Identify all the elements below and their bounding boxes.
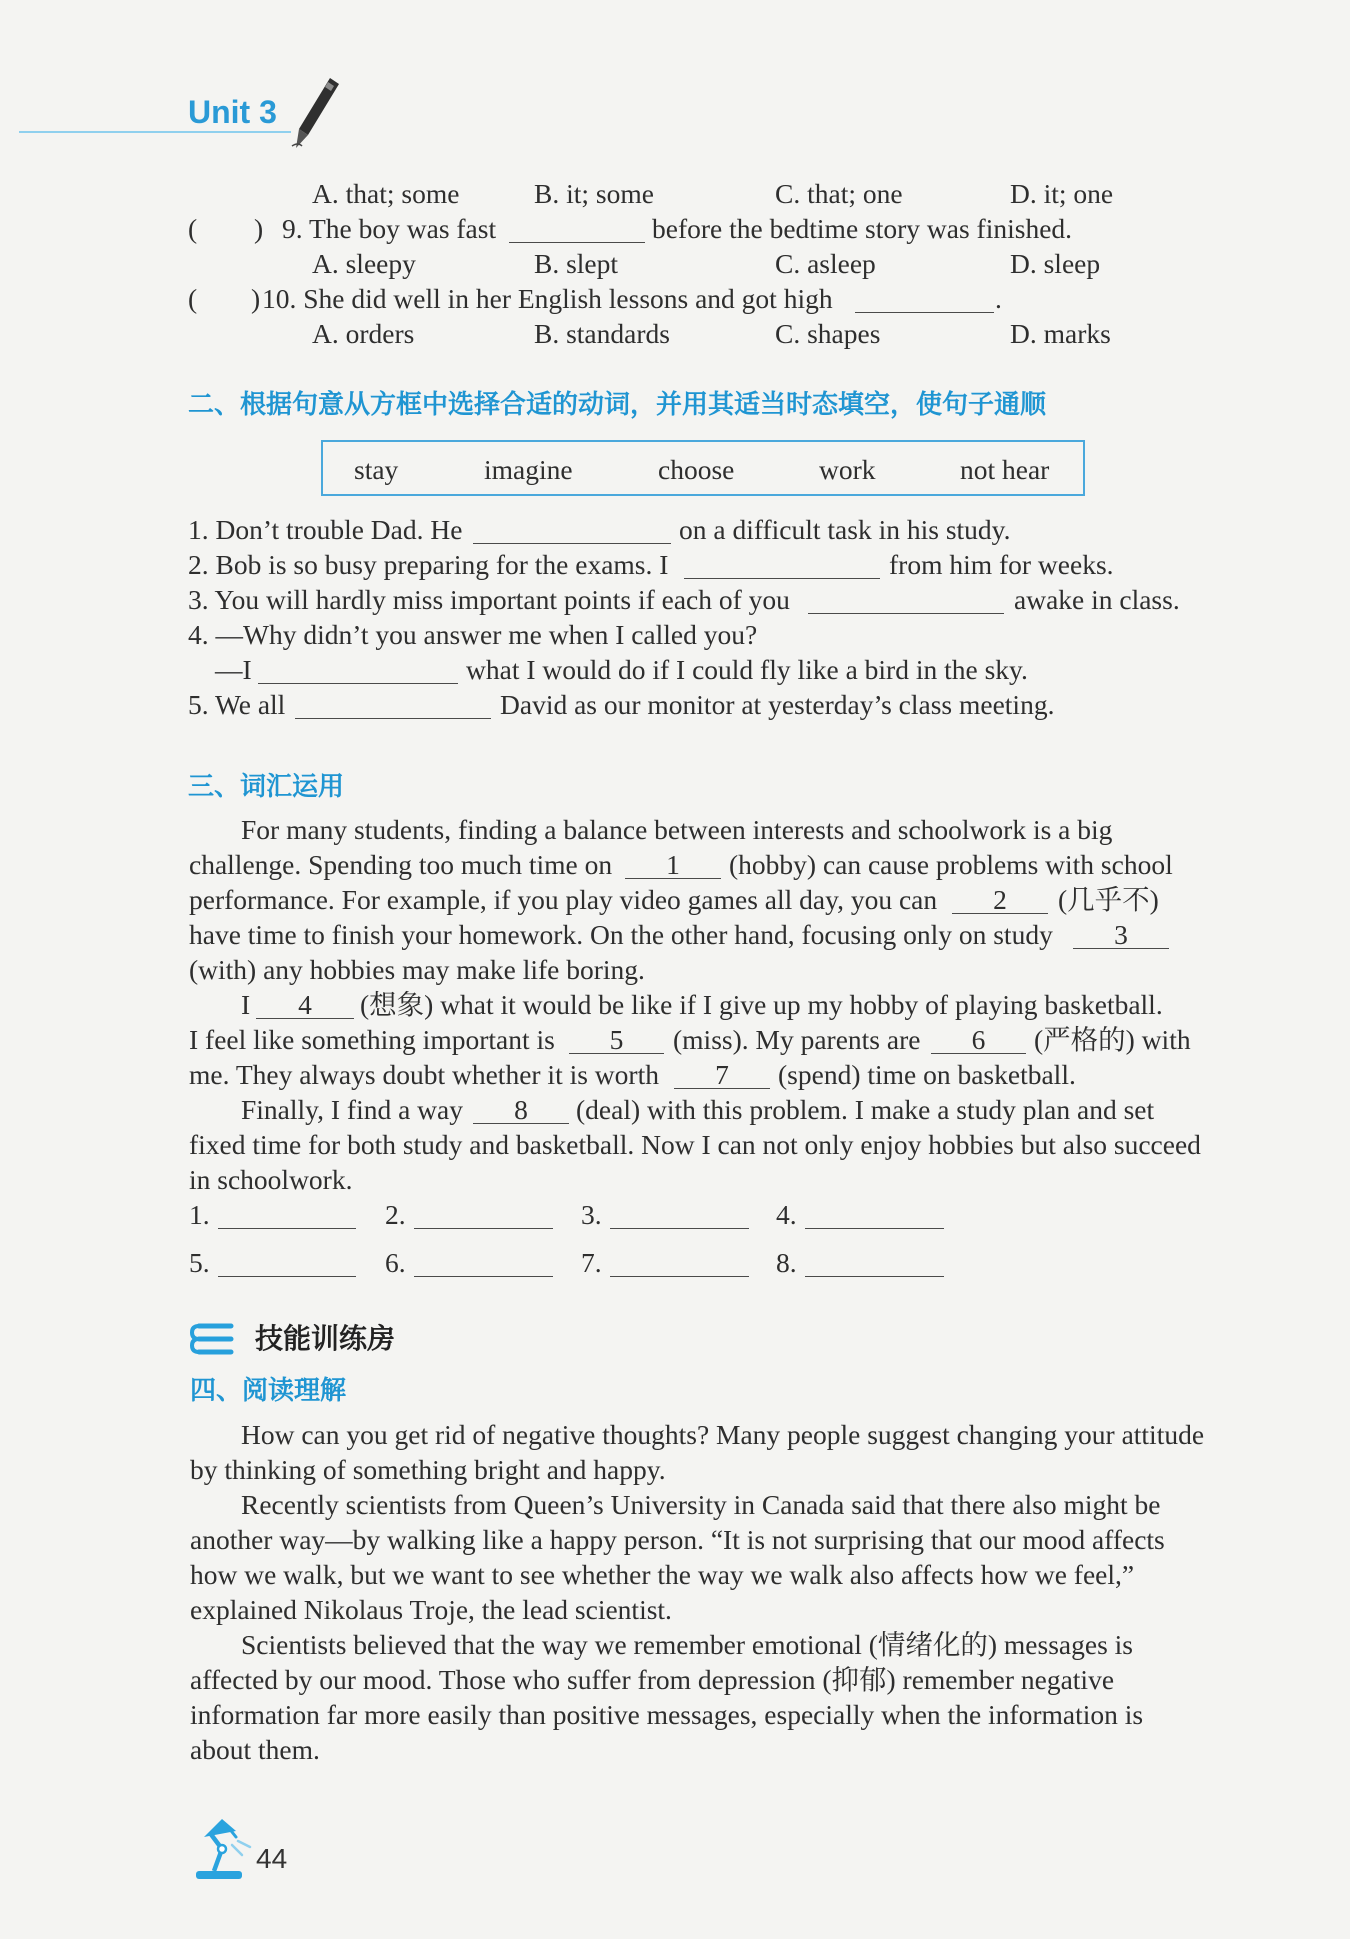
reading-text: affected by our mood. Those who suffer from depression (抑郁) remember negative (190, 1664, 1115, 1695)
passage-text: (hobby) can cause problems with school (729, 849, 1173, 880)
passage-line (0, 1162, 1350, 1197)
reading-text: explained Nikolaus Troje, the lead scientist. (190, 1594, 672, 1625)
passage-line (0, 812, 1350, 847)
answer-blank (218, 1245, 356, 1277)
answer-blank (805, 1245, 944, 1277)
answer-paren-open: ( (188, 283, 198, 314)
q9-blank (509, 211, 645, 243)
word-box-item: not hear (960, 454, 1050, 485)
item-text-after: David as our monitor at yesterday’s class meeting. (500, 689, 1055, 720)
answer-paren-open: ( (188, 213, 198, 244)
option-c: C. that; one (775, 178, 903, 209)
passage-text: I (241, 989, 251, 1020)
option-a: A. that; some (312, 178, 460, 209)
option-d: D. it; one (1010, 178, 1114, 209)
fill-blank (473, 512, 671, 544)
reading-line (0, 1732, 1350, 1767)
item-text-after: awake in class. (1014, 584, 1180, 615)
answer-paren-close: ) (251, 283, 261, 314)
fill-blank (295, 687, 491, 719)
section2-item-1 (0, 512, 1350, 547)
numbered-blank: 6 (931, 1022, 1026, 1054)
item-text-before: —I (215, 654, 252, 685)
option-a: A. sleepy (312, 248, 416, 279)
passage-text: challenge. Spending too much time on (189, 849, 613, 880)
fill-blank (258, 652, 458, 684)
passage-text: me. They always doubt whether it is worth (189, 1059, 659, 1090)
option-d: D. marks (1010, 318, 1111, 349)
lamp-icon (192, 1815, 254, 1881)
q9-stem-after: before the bedtime story was finished. (652, 213, 1073, 244)
section2-item-4-question (0, 617, 1350, 652)
q10-stem-row (0, 281, 1350, 316)
option-c: C. shapes (775, 318, 881, 349)
q8-options-row (0, 176, 1350, 211)
numbered-blank: 8 (473, 1092, 569, 1124)
reading-line (0, 1662, 1350, 1697)
passage-text: (spend) time on basketball. (778, 1059, 1076, 1090)
q10-stem-after: . (995, 283, 1002, 314)
passage-text: (with) any hobbies may make life boring. (189, 954, 645, 985)
option-b: B. standards (534, 318, 670, 349)
item-text-before: 3. You will hardly miss important points if each of you (188, 584, 790, 615)
numbered-blank: 7 (674, 1057, 770, 1089)
section2-item-4-answer (0, 652, 1350, 687)
reading-line (0, 1487, 1350, 1522)
option-a: A. orders (312, 318, 415, 349)
reading-text: by thinking of something bright and happy. (190, 1454, 666, 1485)
reading-text: Recently scientists from Queen’s University in Canada said that there also might be (241, 1489, 1161, 1520)
passage-text: fixed time for both study and basketball. Now I can not only enjoy hobbies but also succeed (189, 1129, 1201, 1160)
q10-options-row (0, 316, 1350, 351)
q9-stem-row (0, 211, 1350, 246)
reading-text: How can you get rid of negative thoughts? Many people suggest changing your attitude (241, 1419, 1205, 1450)
answer-label: 7. (581, 1247, 602, 1278)
passage-line (0, 1057, 1350, 1092)
passage-line (0, 987, 1350, 1022)
answer-label: 6. (385, 1247, 406, 1278)
passage-line (0, 917, 1350, 952)
unit-title: Unit 3 (188, 94, 277, 130)
answer-label: 5. (189, 1247, 210, 1278)
skill-section-title: 技能训练房 (255, 1323, 396, 1354)
passage-line (0, 1022, 1350, 1057)
word-box (321, 440, 1085, 496)
fill-blank (808, 582, 1004, 614)
section2-heading: 二、根据句意从方框中选择合适的动词，并用其适当时态填空，使句子通顺 (188, 389, 1047, 419)
answer-blank (610, 1197, 749, 1229)
answer-paren-close: ) (254, 213, 264, 244)
passage-text: performance. For example, if you play video games all day, you can (189, 884, 938, 915)
pen-icon (288, 76, 340, 150)
passage-text: (严格的) with (1034, 1024, 1191, 1055)
q9-options-row (0, 246, 1350, 281)
numbered-blank: 4 (256, 987, 354, 1019)
page-number: 44 (256, 1843, 288, 1874)
header-rule (19, 131, 291, 133)
q10-stem-before: 10. She did well in her English lessons and got high (262, 283, 833, 314)
answer-blank (414, 1197, 553, 1229)
reading-line (0, 1522, 1350, 1557)
reading-line (0, 1627, 1350, 1662)
fill-blank (684, 547, 880, 579)
section2-item-2 (0, 547, 1350, 582)
passage-line (0, 952, 1350, 987)
section2-item-5 (0, 687, 1350, 722)
item-question: 4. —Why didn’t you answer me when I called you? (188, 619, 758, 650)
passage-line (0, 1127, 1350, 1162)
item-text-after: what I would do if I could fly like a bird in the sky. (466, 654, 1028, 685)
answer-blank (805, 1197, 944, 1229)
reading-line (0, 1557, 1350, 1592)
section3-heading: 三、词汇运用 (188, 771, 345, 801)
passage-text: For many students, finding a balance between interests and schoolwork is a big (241, 814, 1113, 845)
passage-text: have time to finish your homework. On the other hand, focusing only on study (189, 919, 1053, 950)
reading-text: another way—by walking like a happy person. “It is not surprising that our mood affects (190, 1524, 1165, 1555)
word-box-item: work (819, 454, 876, 485)
answer-label: 2. (385, 1199, 406, 1230)
passage-text: (几乎不) (1058, 884, 1159, 915)
passage-text: (deal) with this problem. I make a study plan and set (576, 1094, 1155, 1125)
passage-line (0, 1092, 1350, 1127)
passage-line (0, 847, 1350, 882)
item-text-after: on a difficult task in his study. (679, 514, 1011, 545)
numbered-blank: 1 (625, 847, 721, 879)
item-text-before: 5. We all (188, 689, 286, 720)
option-c: C. asleep (775, 248, 876, 279)
passage-text: (想象) what it would be like if I give up my hobby of playing basketball. (360, 989, 1163, 1020)
word-box-item: stay (354, 454, 399, 485)
answer-row-1 (0, 1197, 1350, 1232)
option-b: B. it; some (534, 178, 654, 209)
reading-text: Scientists believed that the way we remember emotional (情绪化的) messages is (241, 1629, 1133, 1660)
reading-text: how we walk, but we want to see whether the way we walk also affects how we feel,” (190, 1559, 1135, 1590)
passage-line (0, 882, 1350, 917)
answer-blank (414, 1245, 553, 1277)
section2-item-3 (0, 582, 1350, 617)
passage-text: in schoolwork. (189, 1164, 353, 1195)
answer-blank (218, 1197, 356, 1229)
answer-label: 8. (776, 1247, 797, 1278)
section4-heading: 四、阅读理解 (190, 1375, 347, 1405)
reading-line (0, 1697, 1350, 1732)
answer-row-2 (0, 1245, 1350, 1280)
passage-text: I feel like something important is (189, 1024, 555, 1055)
answer-blank (610, 1245, 749, 1277)
answer-label: 3. (581, 1199, 602, 1230)
numbered-blank: 3 (1073, 917, 1169, 949)
q9-stem-before: 9. The boy was fast (282, 213, 497, 244)
list-icon (189, 1318, 237, 1360)
option-d: D. sleep (1010, 248, 1101, 279)
reading-line (0, 1592, 1350, 1627)
reading-text: information far more easily than positive messages, especially when the information is (190, 1699, 1144, 1730)
answer-label: 1. (189, 1199, 210, 1230)
reading-line (0, 1417, 1350, 1452)
answer-label: 4. (776, 1199, 797, 1230)
reading-text: about them. (190, 1734, 320, 1765)
passage-text: (miss). My parents are (673, 1024, 921, 1055)
reading-line (0, 1452, 1350, 1487)
item-text-before: 2. Bob is so busy preparing for the exams. I (188, 549, 669, 580)
numbered-blank: 5 (569, 1022, 664, 1054)
item-text-before: 1. Don’t trouble Dad. He (188, 514, 463, 545)
q10-blank (855, 281, 994, 313)
word-box-item: choose (658, 454, 735, 485)
item-text-after: from him for weeks. (889, 549, 1114, 580)
numbered-blank: 2 (952, 882, 1048, 914)
word-box-item: imagine (484, 454, 573, 485)
passage-text: Finally, I find a way (241, 1094, 463, 1125)
option-b: B. slept (534, 248, 619, 279)
